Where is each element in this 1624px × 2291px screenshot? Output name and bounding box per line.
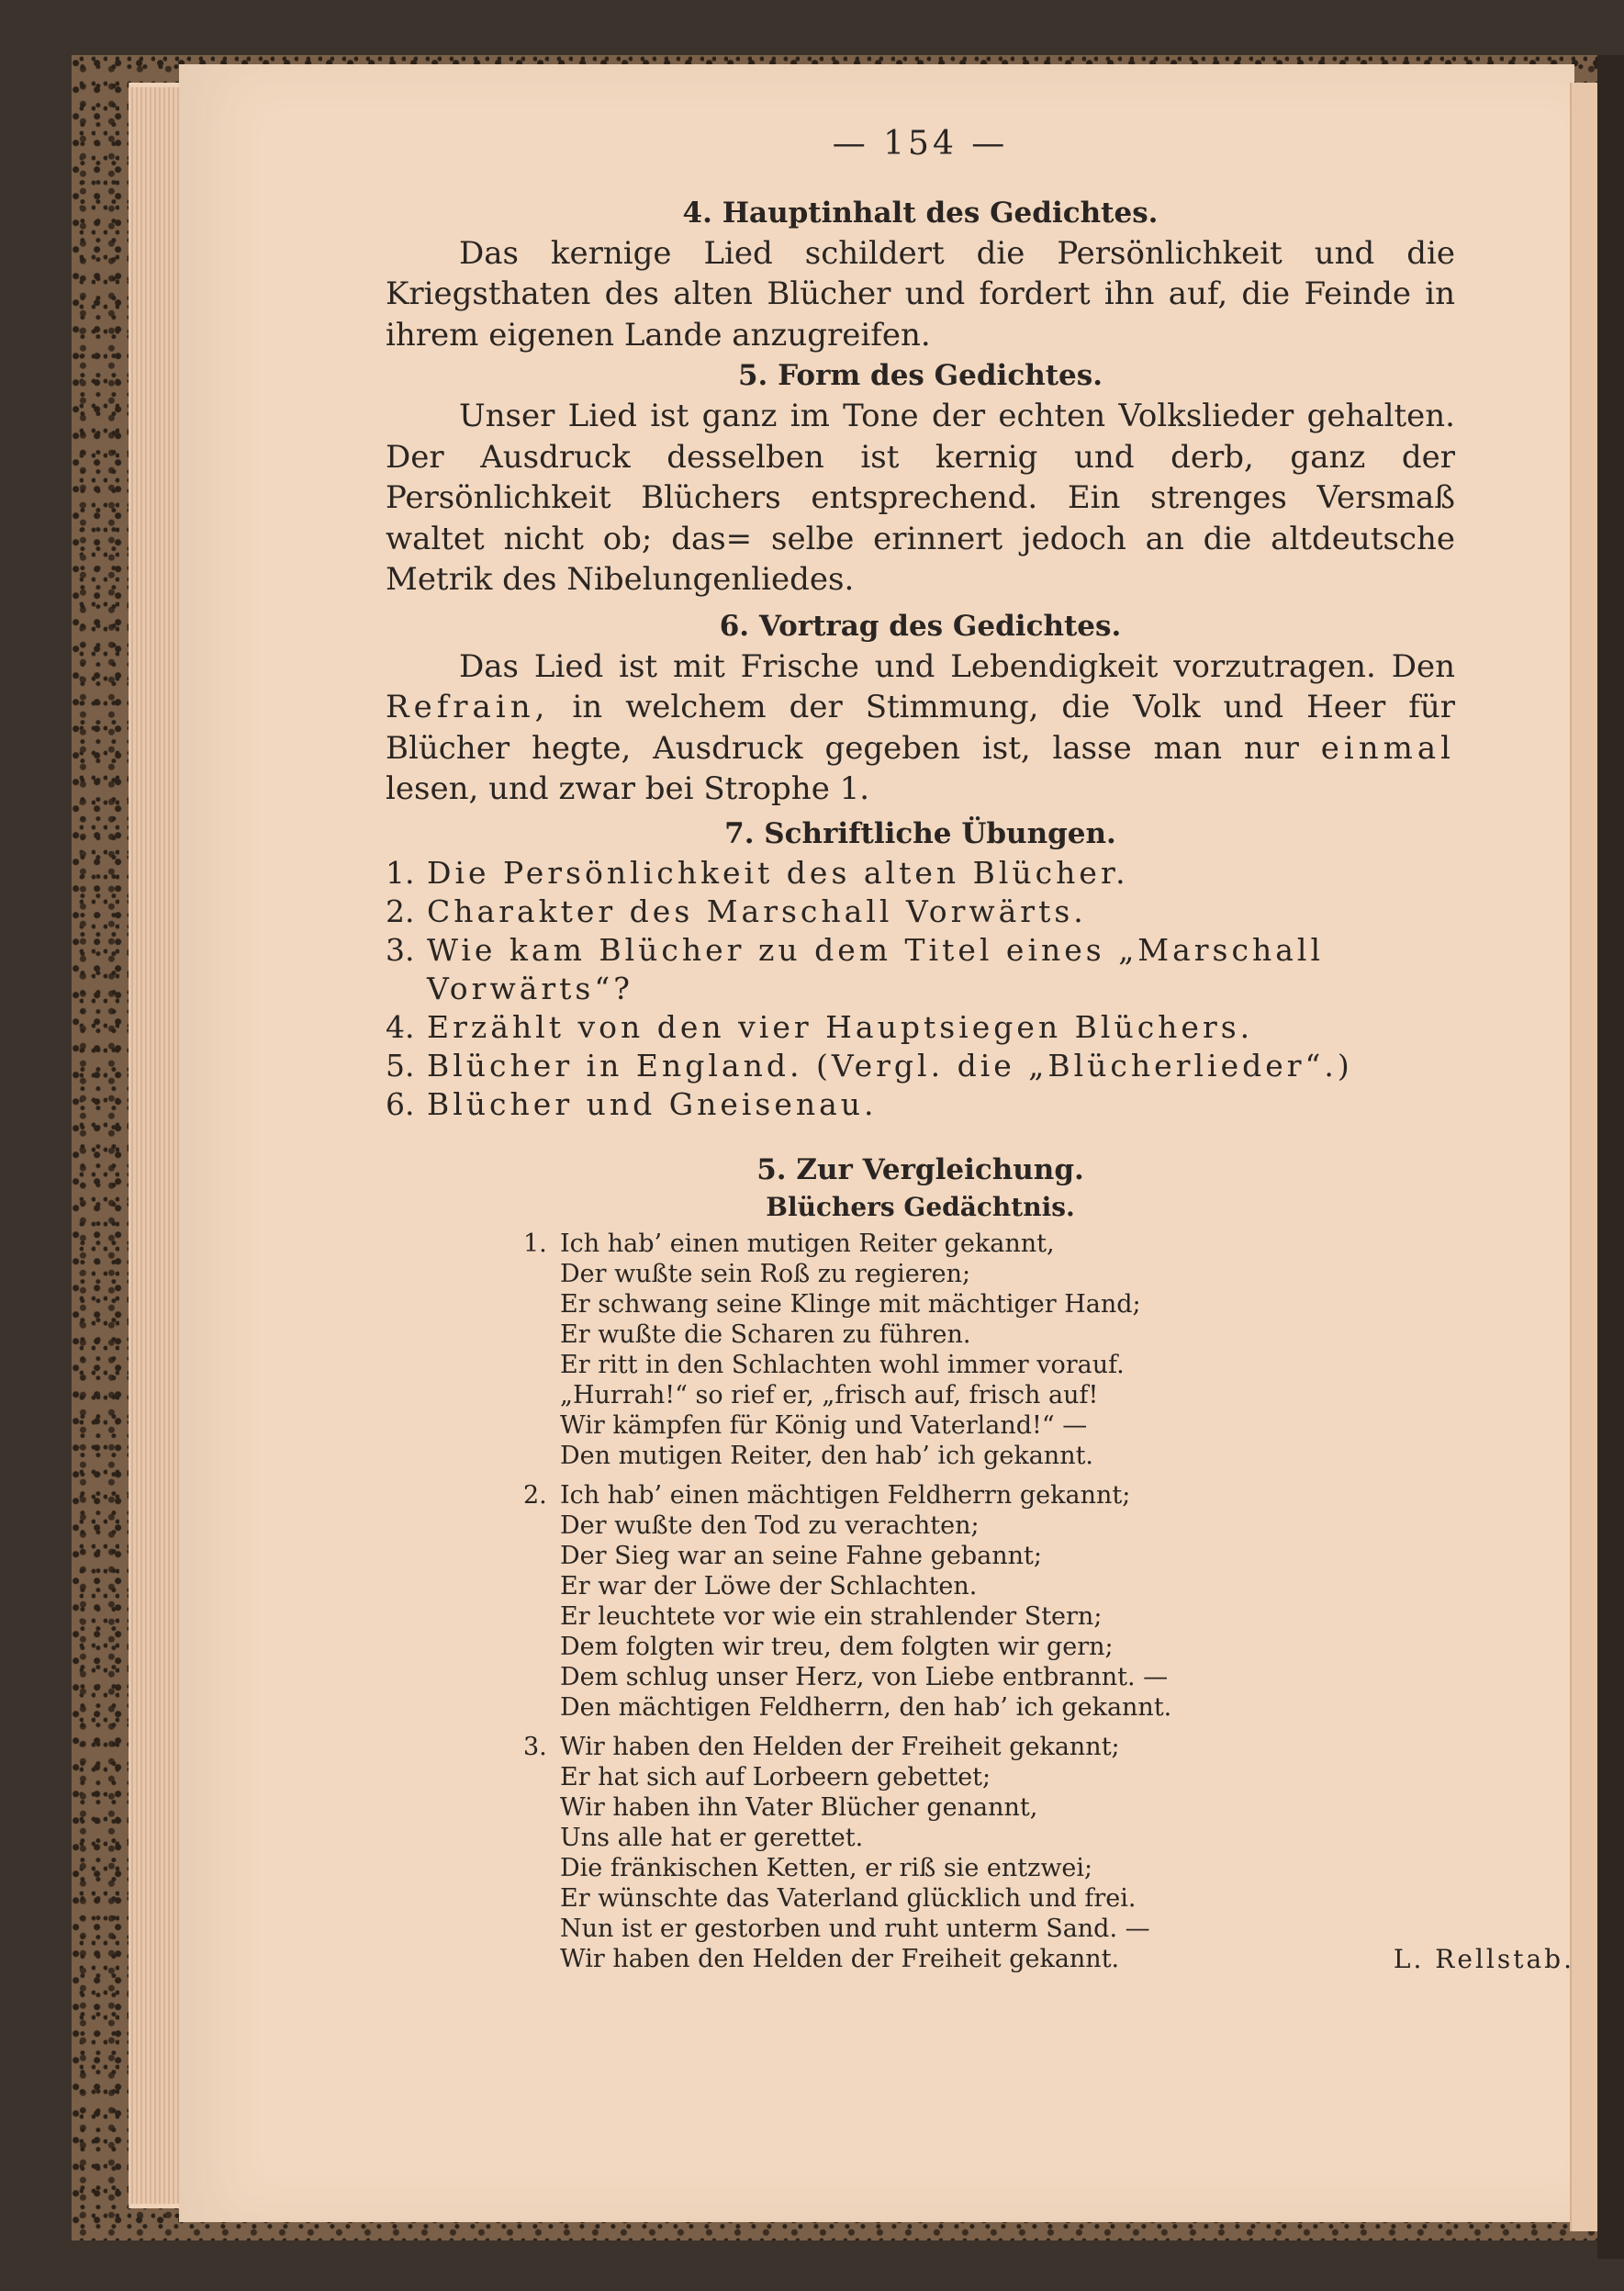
exercise-item: 5. Blücher in England. (Vergl. die „Blücherlieder“.) bbox=[386, 1047, 1353, 1084]
section-5-text: Unser Lied ist ganz im Tone der echten Volkslieder gehalten. Der Ausdruck desselben ist kernig und derb, ganz der Persönlichkeit Blüchers entsprechend. Ein strenges Versmaß waltet nicht ob; das= selbe erinnert jedoch an die altdeutsche Metrik des Nibelungenliedes. bbox=[386, 398, 1456, 598]
poem-line: Nun ist er gestorben und ruht unterm Sand. — bbox=[560, 1914, 1150, 1943]
section-heading-4: 4. Hauptinhalt des Gedichtes. bbox=[682, 196, 1159, 230]
poem-line: Dem folgten wir treu, dem folgten wir gern; bbox=[560, 1632, 1114, 1661]
poem-line: Ich hab’ einen mutigen Reiter gekannt, bbox=[560, 1229, 1055, 1258]
section-6-text: Das Lied ist mit Frische und Lebendigkeit vorzutragen. Den Refrain, in welchem der Stimmung, die Volk und Heer für Blücher hegte, Ausdruck gegeben ist, lasse man nur einmal lesen, und zwar bei Strophe 1. bbox=[386, 647, 1455, 807]
poem-line: Er leuchtete vor wie ein strahlender Stern; bbox=[560, 1601, 1103, 1631]
poem-line: Den mutigen Reiter, den hab’ ich gekannt. bbox=[560, 1441, 1094, 1470]
exercise-list bbox=[386, 854, 1455, 1124]
poem-stanza-2: 2. Ich hab’ einen mächtigen Feldherrn gekannt; Der wußte den Tod zu verachten; Der Sieg war an seine Fahne gebannt; Er war der Löwe der Schlachten. Er leuchtete vor wie ein strahlender Stern; Dem folgten wir treu, dem folgten wir gern; Dem schlug unser Herz, von Liebe entbrannt. — Den mächtigen Feldherrn, den hab’ ich gekannt. bbox=[523, 1480, 1172, 1722]
section-heading-7: 7. Schriftliche Übungen. bbox=[724, 816, 1116, 850]
einmal-word: einmal bbox=[1320, 729, 1455, 767]
poem-line: Er ritt in den Schlachten wohl immer vorauf. bbox=[560, 1350, 1125, 1379]
poem-line: Ich hab’ einen mächtigen Feldherrn gekannt; bbox=[560, 1480, 1131, 1510]
right-cover-strip bbox=[1597, 55, 1624, 2259]
exercise-item: 6. Blücher und Gneisenau. bbox=[386, 1085, 878, 1122]
exercise-item: 1. Die Persönlichkeit des alten Blücher. bbox=[386, 854, 1129, 891]
poem-line: Er wünschte das Vaterland glücklich und frei. bbox=[560, 1883, 1137, 1913]
refrain-word: Refrain, bbox=[386, 689, 550, 725]
exercise-item: 3. Wie kam Blücher zu dem Titel eines „Marschall bbox=[386, 931, 1324, 968]
page-number: — 154 — bbox=[832, 125, 1009, 163]
poem-line: Wir haben den Helden der Freiheit gekannt. bbox=[560, 1944, 1120, 1973]
poem-title: Blüchers Gedächtnis. bbox=[766, 1191, 1075, 1222]
poem-line: Uns alle hat er gerettet. bbox=[560, 1823, 864, 1852]
poem-line: Der wußte sein Roß zu regieren; bbox=[560, 1259, 971, 1288]
poem-line: Wir haben ihn Vater Blücher genannt, bbox=[560, 1792, 1038, 1822]
poem-line: Er wußte die Scharen zu führen. bbox=[560, 1320, 971, 1349]
section-heading-5: 5. Form des Gedichtes. bbox=[737, 359, 1103, 392]
poem-line: Der wußte den Tod zu verachten; bbox=[560, 1510, 980, 1540]
exercise-item: 2. Charakter des Marschall Vorwärts. bbox=[386, 893, 1087, 929]
page-content bbox=[386, 124, 1574, 1983]
section-heading-6: 6. Vortrag des Gedichtes. bbox=[719, 609, 1122, 643]
poem-stanza-3: 3. Wir haben den Helden der Freiheit gekannt; Er hat sich auf Lorbeern gebettet; Wir haben ihn Vater Blücher genannt, Uns alle hat er gerettet. Die fränkischen Ketten, er riß sie entzwei; Er wünschte das Vaterland glücklich und frei. Nun ist er gestorben und ruht unterm Sand. — Wir haben den Helden der Freiheit gekannt. L. Rellstab. bbox=[523, 1732, 1574, 1974]
poem-line: Er hat sich auf Lorbeern gebettet; bbox=[560, 1762, 991, 1791]
poem bbox=[523, 1229, 1574, 1974]
poem-line: Wir haben den Helden der Freiheit gekannt; bbox=[560, 1732, 1120, 1761]
poem-line: Der Sieg war an seine Fahne gebannt; bbox=[560, 1541, 1042, 1570]
exercise-item: 4. Erzählt von den vier Hauptsiegen Blüchers. bbox=[386, 1008, 1254, 1045]
poem-line: Er war der Löwe der Schlachten. bbox=[560, 1571, 978, 1600]
page-edges bbox=[129, 87, 184, 2204]
poem-stanza-1: 1. Ich hab’ einen mutigen Reiter gekannt, Der wußte sein Roß zu regieren; Er schwang seine Klinge mit mächtiger Hand; Er wußte die Scharen zu führen. Er ritt in den Schlachten wohl immer vorauf. „Hurrah!“ so rief er, „frisch auf, frisch auf! Wir kämpfen für König und Vaterland!“ — Den mutigen Reiter, den hab’ ich gekannt. bbox=[523, 1229, 1141, 1470]
section-4-text: Das kernige Lied schildert die Persönlichkeit und die Kriegsthaten des alten Blücher und fordert ihn auf, die Feinde in ihrem eigenen Lande anzugreifen. bbox=[386, 234, 1455, 354]
poem-line: Er schwang seine Klinge mit mächtiger Hand; bbox=[560, 1289, 1141, 1319]
poem-line: Dem schlug unser Herz, von Liebe entbrannt. — bbox=[560, 1662, 1169, 1691]
poem-line: „Hurrah!“ so rief er, „frisch auf, frisch auf! bbox=[560, 1380, 1099, 1409]
poem-line: Wir kämpfen für König und Vaterland!“ — bbox=[560, 1410, 1088, 1440]
section-heading-comparison: 5. Zur Vergleichung. bbox=[756, 1152, 1084, 1186]
poem-author: L. Rellstab. bbox=[1393, 1943, 1574, 1974]
exercise-item-cont: Vorwärts“? bbox=[427, 970, 633, 1006]
poem-line: Die fränkischen Ketten, er riß sie entzwei; bbox=[560, 1853, 1093, 1882]
poem-line: Den mächtigen Feldherrn, den hab’ ich gekannt. bbox=[560, 1692, 1172, 1722]
